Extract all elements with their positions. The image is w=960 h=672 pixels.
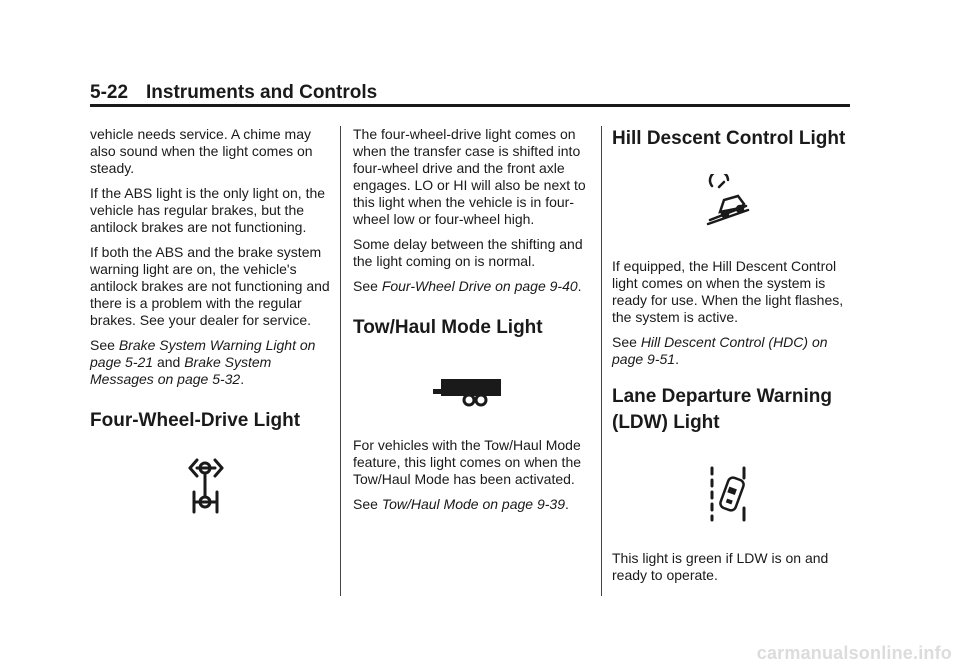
column-3 bbox=[612, 126, 857, 592]
section-heading-tow-haul: Tow/Haul Mode Light bbox=[353, 317, 543, 338]
see-text: See bbox=[353, 496, 382, 512]
and-text: and bbox=[153, 354, 185, 370]
paragraph: This light is green if LDW is on and ready to operate. bbox=[612, 550, 829, 583]
paragraph: The four-wheel-drive light comes on when the transfer case is shifted into four-wheel drive and the front axle engages. LO or HI will also be next to this light when the vehicle is in four-wheel low or four-wheel high. bbox=[353, 126, 586, 227]
paragraph: For vehicles with the Tow/Haul Mode feature, this light comes on when the Tow/Haul Mode has been activated. bbox=[353, 437, 582, 487]
period: . bbox=[675, 351, 679, 367]
paragraph: Some delay between the shifting and the light coming on is normal. bbox=[353, 236, 583, 269]
column-divider-2 bbox=[601, 126, 602, 596]
tow-haul-icon bbox=[353, 375, 593, 415]
column-divider-1 bbox=[340, 126, 341, 596]
lane-departure-icon bbox=[612, 466, 857, 522]
header-rule bbox=[90, 104, 850, 107]
paragraph: If the ABS light is the only light on, the vehicle has regular brakes, but the antilock brakes are not functioning. bbox=[90, 185, 326, 235]
period: . bbox=[577, 278, 582, 294]
hill-descent-icon bbox=[612, 174, 857, 230]
paragraph: vehicle needs service. A chime may also sound when the light comes on steady. bbox=[90, 126, 313, 176]
cross-reference-link[interactable]: Four-Wheel Drive on page 9-40 bbox=[381, 278, 578, 294]
page-number: 5-22 bbox=[90, 82, 129, 103]
see-text: See bbox=[353, 278, 382, 294]
section-heading-lane-departure bbox=[612, 384, 857, 436]
heading-line: Lane Departure Warning bbox=[612, 386, 832, 407]
period: . bbox=[564, 496, 569, 512]
cross-reference-link[interactable]: Brake System Messages on page 5-32 bbox=[90, 354, 272, 387]
period: . bbox=[240, 371, 245, 387]
cross-reference-link[interactable]: Brake System Warning Light on page 5-21 bbox=[90, 337, 316, 370]
paragraph-see-also bbox=[353, 496, 593, 513]
cross-reference-link[interactable]: Hill Descent Control (HDC) on page 9-51 bbox=[612, 334, 828, 367]
page-header bbox=[90, 82, 850, 104]
paragraph-see-also bbox=[353, 278, 593, 295]
section-title: Instruments and Controls bbox=[146, 82, 378, 103]
section-heading-four-wheel-drive: Four-Wheel-Drive Light bbox=[90, 410, 301, 431]
four-wheel-drive-icon bbox=[90, 458, 330, 524]
paragraph: If both the ABS and the brake system warning light are on, the vehicle's antilock brakes are not functioning and there is a problem with the regular brakes. See your dealer for service. bbox=[90, 244, 330, 328]
column-1 bbox=[90, 126, 330, 524]
paragraph-see-also bbox=[90, 337, 330, 388]
section-heading-hill-descent: Hill Descent Control Light bbox=[612, 128, 846, 149]
paragraph-see-also bbox=[612, 334, 857, 368]
heading-line: (LDW) Light bbox=[612, 412, 720, 433]
see-text: See bbox=[90, 337, 119, 353]
paragraph: If equipped, the Hill Descent Control light comes on when the system is ready for use. When the light flashes, the system is active. bbox=[612, 258, 844, 325]
see-text: See bbox=[612, 334, 641, 350]
watermark: carmanualsonline.info bbox=[756, 643, 952, 663]
cross-reference-link[interactable]: Tow/Haul Mode on page 9-39 bbox=[381, 496, 565, 512]
column-2 bbox=[353, 126, 593, 521]
